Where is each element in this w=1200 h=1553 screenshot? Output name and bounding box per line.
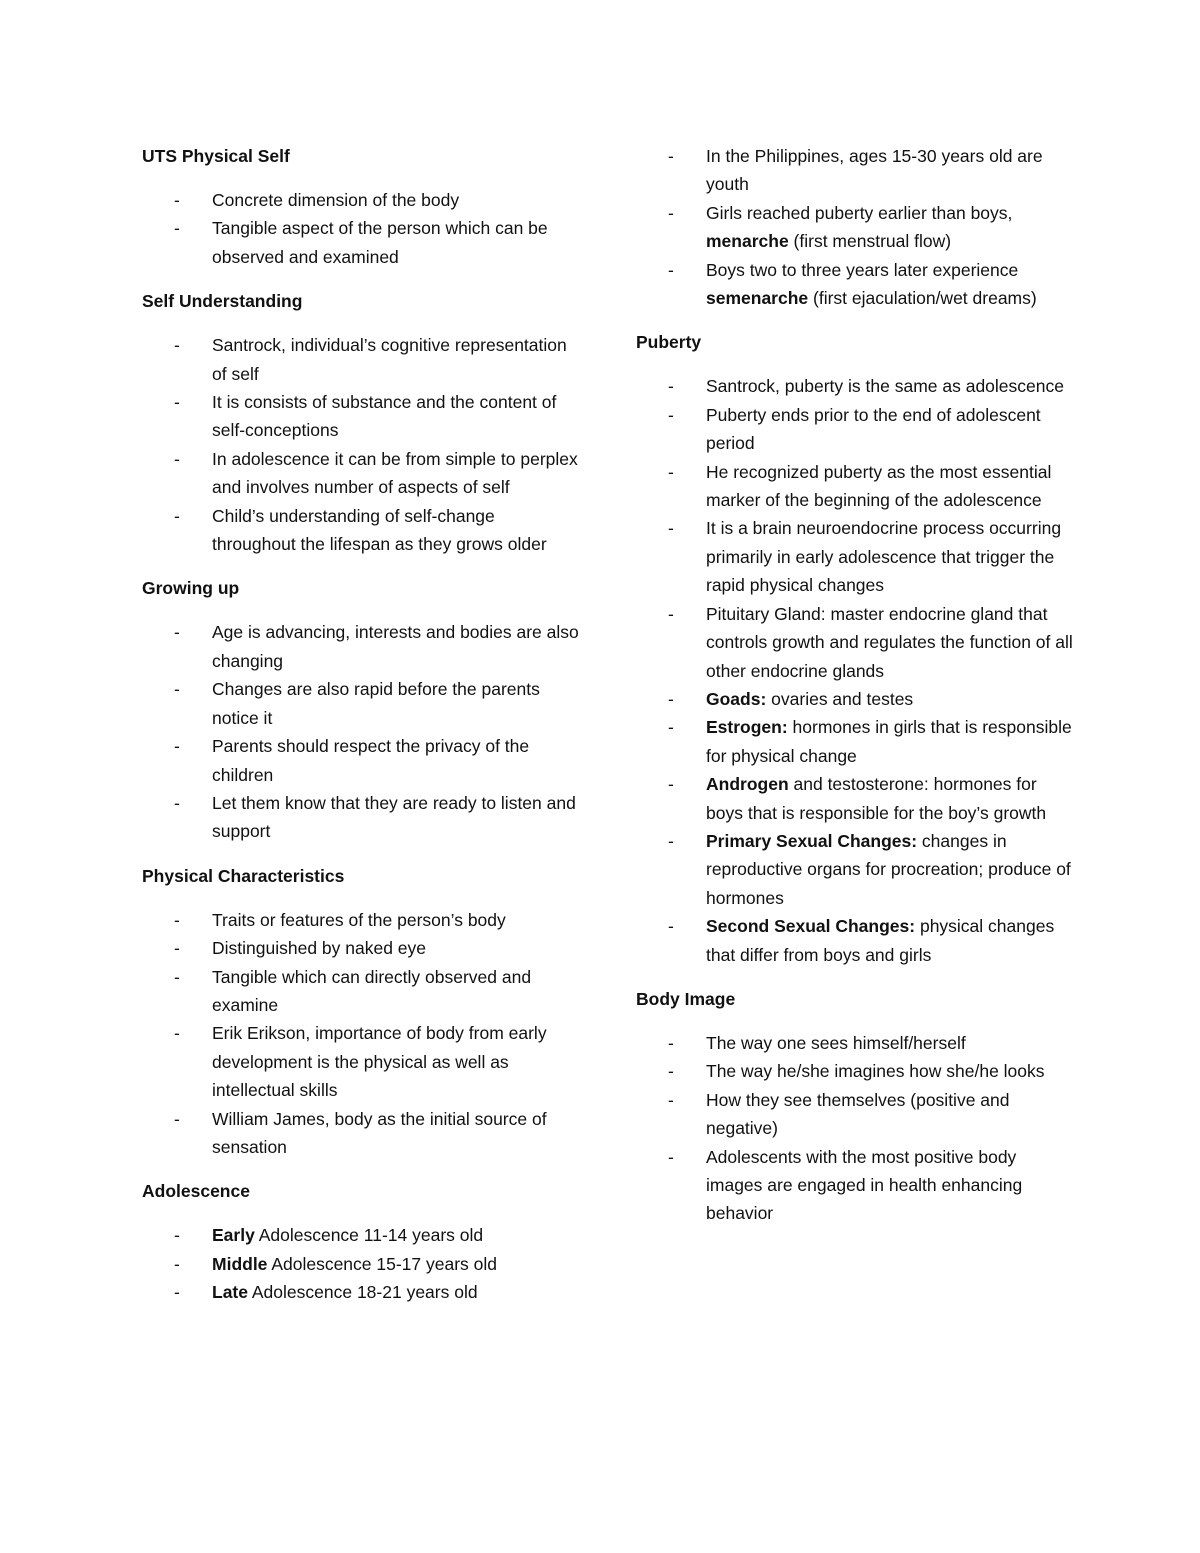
item-text: Distinguished by naked eye [212,938,427,959]
item-text: Pituitary Gland: master endocrine gland that controls growth and regulates the function of all other endocrine glands [706,603,1073,681]
list-item [636,600,1076,685]
item-text: It is a brain neuroendocrine process occurring primarily in early adolescence that trigger the rapid physical changes [706,518,1062,596]
dash-bullet-icon: - [174,622,180,643]
dash-bullet-icon: - [668,916,674,937]
list-item [142,1105,582,1162]
list-item [636,685,1076,713]
item-text: The way he/she imagines how she/he looks [706,1061,1045,1082]
dash-bullet-icon: - [668,146,674,166]
heading-body-image: Body Image [636,988,736,1009]
bold-term: Primary Sexual Changes: [706,830,918,851]
bold-term: Middle [212,1253,268,1274]
bold-term: semenarche [706,288,809,309]
list-item [636,912,1076,969]
dash-bullet-icon: - [174,448,180,469]
item-text: Tangible aspect of the person which can be observed and examined [212,218,548,267]
item-text: Concrete dimension of the body [212,190,460,210]
list-item [636,401,1076,458]
item-text: Changes are also rapid before the parents notice it [212,679,540,728]
bullet-list [636,1029,1076,1228]
list-item [142,1278,582,1306]
item-text: It is consists of substance and the content of self-conceptions [212,392,557,441]
item-text: In adolescence it can be from simple to perplex and involves number of aspects of self [212,448,578,498]
item-text: Erik Erikson, importance of body from early development is the physical as well as intellectual skills [212,1023,547,1101]
dash-bullet-icon: - [174,1225,180,1246]
list-item [142,1221,582,1249]
heading-puberty: Puberty [636,332,702,353]
bold-term: menarche [706,231,789,252]
list-item [636,514,1076,599]
item-text: Let them know that they are ready to listen and support [212,792,576,842]
list-item [142,1019,582,1104]
bold-term: Early [212,1225,255,1246]
bullet-list [142,186,582,271]
item-text: hormones in girls that is responsible for physical change [706,717,1072,766]
dash-bullet-icon: - [668,518,674,539]
list-item [142,502,582,559]
heading-adolescence: Adolescence [142,1181,250,1202]
item-text: Adolescents with the most positive body images are engaged in health enhancing behavior [706,1146,1023,1224]
heading-self-understanding: Self Understanding [142,291,303,312]
dash-bullet-icon: - [668,1089,674,1110]
list-item [142,618,582,675]
list-item [142,388,582,445]
heading-physical-characteristics: Physical Characteristics [142,865,345,886]
list-item [142,963,582,1020]
heading-uts-physical-self: UTS Physical Self [142,146,290,166]
dash-bullet-icon: - [174,909,180,930]
dash-bullet-icon: - [174,679,180,700]
dash-bullet-icon: - [174,505,180,526]
left-column [142,142,582,1323]
item-text: Adolescence 18-21 years old [247,1282,478,1303]
item-text: He recognized puberty as the most essential marker of the beginning of the adolescence [706,461,1052,511]
list-item [636,1057,1076,1085]
dash-bullet-icon: - [174,1108,180,1129]
dash-bullet-icon: - [668,1032,674,1053]
item-text: physical changes that differ from boys and girls [706,916,1055,965]
bullet-list [636,142,1076,312]
item-text: Child’s understanding of self-change throughout the lifespan as they grows older [212,505,547,555]
list-item [636,1029,1076,1057]
item-text: changes in reproductive organs for procreation; produce of hormones [706,830,1071,908]
bullet-list [142,1221,582,1306]
list-item [142,186,582,214]
dash-bullet-icon: - [174,335,180,356]
bullet-list [142,331,582,558]
list-item [636,372,1076,400]
bold-term: Late [212,1282,248,1303]
list-item [636,1143,1076,1228]
item-text: Parents should respect the privacy of the children [212,736,530,785]
list-item [636,256,1076,313]
dash-bullet-icon: - [668,1061,674,1082]
item-text: Boys two to three years later experience [706,259,1019,280]
dash-bullet-icon: - [174,190,180,210]
list-item [142,214,582,271]
dash-bullet-icon: - [174,792,180,813]
dash-bullet-icon: - [174,736,180,757]
bold-term: Second Sexual Changes: [706,916,916,937]
dash-bullet-icon: - [668,461,674,482]
list-item [142,934,582,962]
bullet-list [636,372,1076,969]
dash-bullet-icon: - [668,202,674,223]
dash-bullet-icon: - [668,376,674,397]
list-item [636,199,1076,256]
dash-bullet-icon: - [668,404,674,425]
bold-term: Androgen [706,774,789,795]
list-item [636,142,1076,199]
item-text: and testosterone: hormones for boys that is responsible for the boy’s growth [706,774,1047,823]
item-text: Age is advancing, interests and bodies are also changing [212,622,579,671]
list-item [142,906,582,934]
item-text: ovaries and testes [766,688,914,709]
item-text: Santrock, puberty is the same as adolescence [706,376,1064,397]
dash-bullet-icon: - [174,966,180,987]
dash-bullet-icon: - [174,938,180,959]
dash-bullet-icon: - [174,218,180,239]
list-item [636,827,1076,912]
item-text: The way one sees himself/herself [706,1032,966,1053]
dash-bullet-icon: - [668,717,674,738]
item-text: (first ejaculation/wet dreams) [808,288,1037,309]
item-text: In the Philippines, ages 15-30 years old are youth [706,146,1043,195]
bold-term: Estrogen: [706,717,788,738]
bold-term: Goads: [706,688,767,709]
list-item [636,1086,1076,1143]
item-text: Santrock, individual’s cognitive representation of self [212,335,567,384]
list-item [636,770,1076,827]
list-item [636,713,1076,770]
dash-bullet-icon: - [668,688,674,709]
right-column [636,142,1076,1244]
dash-bullet-icon: - [668,774,674,795]
bullet-list [142,618,582,845]
item-text: Puberty ends prior to the end of adolescent period [706,404,1041,454]
list-item [142,675,582,732]
item-text: Tangible which can directly observed and examine [212,966,532,1015]
dash-bullet-icon: - [668,830,674,851]
item-text: (first menstrual flow) [788,231,952,252]
dash-bullet-icon: - [668,259,674,280]
item-text: Adolescence 11-14 years old [254,1225,484,1246]
dash-bullet-icon: - [174,392,180,413]
dash-bullet-icon: - [668,603,674,624]
item-text: How they see themselves (positive and negative) [706,1089,1010,1139]
heading-growing-up: Growing up [142,578,240,599]
dash-bullet-icon: - [174,1282,180,1303]
dash-bullet-icon: - [174,1253,180,1274]
dash-bullet-icon: - [174,1023,180,1044]
list-item [142,1250,582,1278]
bullet-list [142,906,582,1162]
dash-bullet-icon: - [668,1146,674,1167]
list-item [142,445,582,502]
item-text: Adolescence 15-17 years old [267,1253,498,1274]
list-item [636,458,1076,515]
list-item [142,732,582,789]
item-text: William James, body as the initial source of sensation [212,1108,547,1157]
list-item [142,331,582,388]
list-item [142,789,582,846]
item-text: Girls reached puberty earlier than boys, [706,202,1013,223]
item-text: Traits or features of the person’s body [212,909,506,930]
